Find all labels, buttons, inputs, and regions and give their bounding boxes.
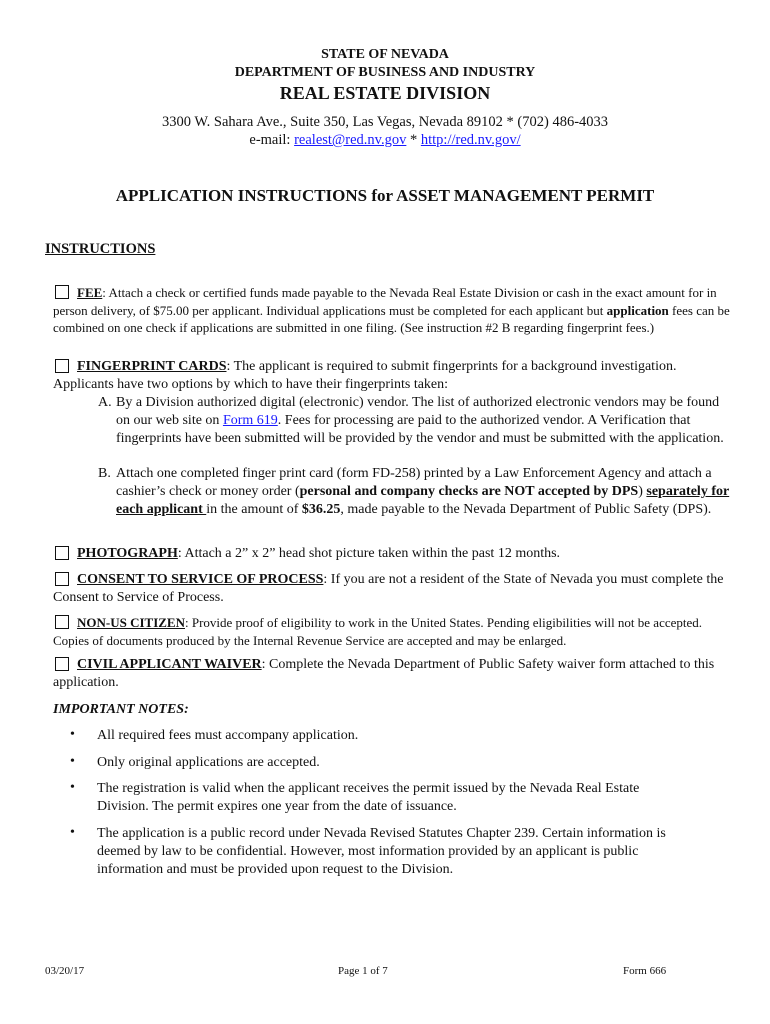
civil-waiver-label: CIVIL APPLICANT WAIVER	[77, 657, 262, 672]
fingerprint-option-b	[98, 465, 730, 519]
footer-page-number: Page 1 of 7	[338, 965, 388, 977]
fingerprint-text: : The applicant is required to submit fingerprints for a background investigation. Applicants have two options by which to have their fingerprints taken:	[53, 359, 677, 392]
non-us-citizen-label: NON-US CITIZEN	[77, 615, 185, 630]
bullet-icon: •	[70, 780, 75, 795]
fee-text-1: : Attach a check or certified funds made payable to the Nevada Real Estate Division or cash in the exact amount for in person delivery, of $75.00 per applicant. Individual applications must be completed for each applicant but	[53, 285, 717, 318]
option-b-text-2: )	[638, 484, 647, 499]
bullet-icon: •	[70, 754, 75, 769]
form-619-link[interactable]: Form 619	[222, 413, 278, 428]
contact-line	[0, 132, 770, 149]
note-item: • The registration is valid when the applicant receives the permit issued by the Nevada Real Estate Division. The permit expires one year from the date of issuance.	[70, 780, 640, 814]
division-heading: REAL ESTATE DIVISION	[279, 83, 491, 103]
option-b-text-4: , made payable to the Nevada Department of Public Safety (DPS).	[340, 502, 712, 517]
department-heading: DEPARTMENT OF BUSINESS AND INDUSTRY	[234, 65, 536, 80]
option-b-text-1: Attach one completed finger print card (form FD-258) printed by a Law Enforcement Agency and attach a cashier’s check or money order (	[116, 466, 712, 499]
non-us-citizen-text: : Provide proof of eligibility to work in the United States. Pending eligibilities will not be accepted. Copies of documents produced by the Internal Revenue Service are accepted and may be enlarged.	[53, 615, 703, 648]
page-title: APPLICATION INSTRUCTIONS for ASSET MANAGEMENT PERMIT	[115, 186, 655, 205]
fingerprint-option-a	[98, 394, 730, 448]
instructions-heading: INSTRUCTIONS	[45, 241, 156, 257]
footer-date: 03/20/17	[45, 965, 85, 977]
important-notes-heading: IMPORTANT NOTES:	[53, 702, 189, 717]
fee-bold-word: application	[606, 302, 669, 318]
note-item: • All required fees must accompany application.	[70, 727, 359, 743]
photograph-paragraph	[53, 545, 730, 563]
option-a-text-2: . Fees for processing are paid to the authorized vendor. A Verification that fingerprints have been submitted will be provided by the vendor and must be submitted with the application.	[116, 413, 724, 446]
civil-waiver-paragraph	[53, 656, 730, 692]
option-b-bold-underline: separately for each applicant	[116, 484, 730, 517]
email-link[interactable]: realest@red.nv.gov	[294, 132, 407, 148]
contact-separator: *	[406, 132, 421, 148]
option-a-text-1: By a Division authorized digital (electronic) vendor. The list of authorized electronic vendors may be found on our web site on	[116, 395, 720, 428]
consent-text: : If you are not a resident of the State of Nevada you must complete the Consent to Service of Process.	[53, 572, 724, 605]
bullet-icon: •	[70, 825, 75, 840]
photograph-text: : Attach a 2” x 2” head shot picture taken within the past 12 months.	[177, 546, 561, 561]
state-heading: STATE OF NEVADA	[321, 47, 449, 62]
fingerprint-label: FINGERPRINT CARDS	[77, 359, 227, 374]
bullet-icon: •	[70, 727, 75, 742]
email-prefix: e-mail:	[249, 132, 295, 148]
note-item: • The application is a public record under Nevada Revised Statutes Chapter 239. Certain information is deemed by law to be confidential. However, most information provided by an applicant is public information and must be provided upon request to the Division.	[70, 825, 666, 877]
option-a-marker: A.	[98, 395, 112, 410]
fee-paragraph	[53, 284, 730, 337]
fingerprint-paragraph	[53, 358, 730, 394]
address-line: 3300 W. Sahara Ave., Suite 350, Las Vegas, Nevada 89102 * (702) 486-4033	[161, 114, 609, 130]
civil-waiver-text: : Complete the Nevada Department of Public Safety waiver form attached to this application.	[53, 657, 715, 690]
photograph-label: PHOTOGRAPH	[77, 546, 178, 561]
option-b-bold-1: personal and company checks are NOT accepted by DPS	[299, 484, 639, 499]
option-b-amount: $36.25	[301, 502, 341, 517]
fee-label: FEE	[77, 285, 103, 300]
option-b-text-3: in the amount of	[206, 502, 302, 517]
footer-form-number: Form 666	[623, 965, 667, 977]
website-link[interactable]: http://red.nv.gov/	[420, 132, 521, 148]
note-item: • Only original applications are accepted.	[70, 754, 320, 770]
option-b-marker: B.	[98, 466, 111, 481]
consent-label: CONSENT TO SERVICE OF PROCESS	[77, 572, 324, 587]
consent-paragraph	[53, 571, 730, 607]
fee-text-2: fees can be combined on one check if applications are submitted in one filing. (See instruction #2 B regarding fingerprint fees.)	[53, 302, 730, 335]
non-us-citizen-paragraph	[53, 614, 730, 649]
